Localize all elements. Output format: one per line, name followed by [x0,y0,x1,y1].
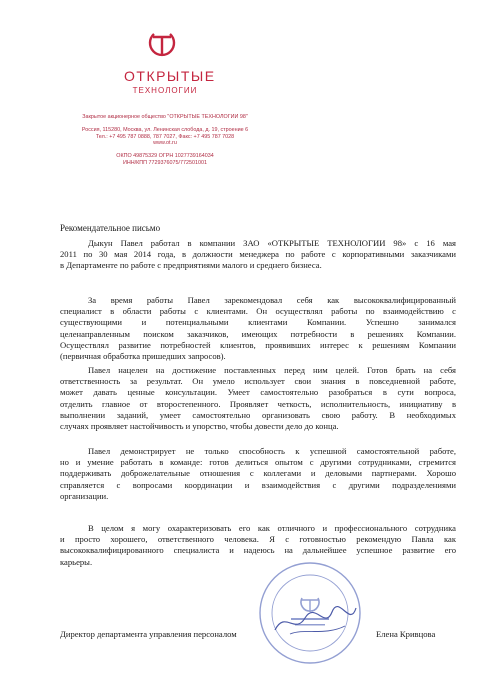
paragraph-line: справляется с вопросами координации и взаимодействия с другими подразделениями [60,479,456,490]
signer-name: Елена Кривцова [376,629,436,639]
paragraph-line: поддерживать доброжелательные отношения с коллегами и деловыми партнерами. Хорошо [60,468,456,479]
paragraph-line: 2011 по 30 мая 2014 года, в должности менеджера по работе с корпоративными заказчиками [60,249,456,260]
paragraph-4 [60,446,456,502]
paragraph-line: выполнении заданий, умеет самостоятельно организовать свою работу. В необходимых [60,409,456,420]
paragraph-line: и просто хорошего, ответственного человека. Я с готовностью рекомендую Павла как [60,534,456,545]
paragraph-line: случаях проявляет настойчивость и упорство, чтобы довести дело до конца. [60,421,339,432]
paragraph-3 [60,365,456,432]
paragraph-line: (первичная обработка пришедших запросов). [60,351,226,362]
company-address: Россия, 115280, Москва, ул. Ленинская слобода, д. 19, строение 6 [81,126,249,133]
paragraph-line: Дыкун Павел работал в компании ЗАО «ОТКРЫТЫЕ ТЕХНОЛОГИИ 98» с 16 мая [88,238,456,248]
paragraph-line: Осуществлял развитие потребностей клиентов, проявивших интерес к решениям Компании [60,339,456,350]
company-inn: ИНН/КПП 7729376075/772501001 [122,159,207,166]
brand-name: ОТКРЫТЫЕ [124,68,216,84]
paragraph-line: в Департаменте по работе с предприятиями малого и среднего бизнеса. [60,260,322,271]
paragraph-line: может давать ценные консультации. Умеет самостоятельно разобраться в сути вопроса, [60,387,456,398]
paragraph-line: существующими и потенциальными клиентами Компании. Успешно занимался [60,317,456,328]
paragraph-line: ответственность за результат. Он умело использует свои знания в повседневной работе, [60,376,456,387]
paragraph-line: отделить главное от второстепенного. Проявляет четкость, исполнительность, инициативу в [60,398,456,409]
paragraph-line: но и умение работать в команде: готов делиться опытом с другими сотрудниками, стремится [60,457,456,468]
company-phone: Тел.: +7 495 787 0888, 787 7027, Факс: +7 495 787 7028 [95,133,235,140]
company-website: www.ot.ru [153,140,177,147]
company-details [60,114,270,167]
paragraph-1 [60,238,456,272]
paragraph-line: Павел демонстрирует не только способность к успешной самостоятельной работе, [88,446,456,456]
paragraph-line: целенаправленным поиском заказчиков, имеющих потребности в решениях Компании. [60,328,456,339]
paragraph-line: организации. [60,490,109,501]
brand-subtitle: ТЕХНОЛОГИИ [132,86,198,95]
paragraph-line: За время работы Павел зарекомендовал себя как высококвалифицированный [88,295,456,305]
paragraph-2 [60,295,456,362]
handwritten-signature-icon [270,600,360,640]
paragraph-line: высококвалифицированного специалиста и надеюсь на дальнейшее успешное развитие его [60,545,456,556]
paragraph-line: Павел нацелен на достижение поставленных перед ним целей. Готов брать на себя [88,365,456,375]
company-legal-name: Закрытое акционерное общество "ОТКРЫТЫЕ ТЕХНОЛОГИИ 98" [82,114,248,120]
company-logo-icon [145,28,179,64]
paragraph-line: карьеры. [60,556,93,567]
paragraph-line: В целом я могу охарактеризовать его как отличного и профессионального сотрудника [88,523,456,533]
letter-title: Рекомендательное письмо [60,223,161,233]
signer-position: Директор департамента управления персоналом [60,629,237,639]
paragraph-line: специалист в области работы с клиентами. Он осуществлял работы по взаимодействию с [60,306,456,317]
company-okpo: ОКПО 49875329 ОГРН 1027739164034 [116,153,214,160]
